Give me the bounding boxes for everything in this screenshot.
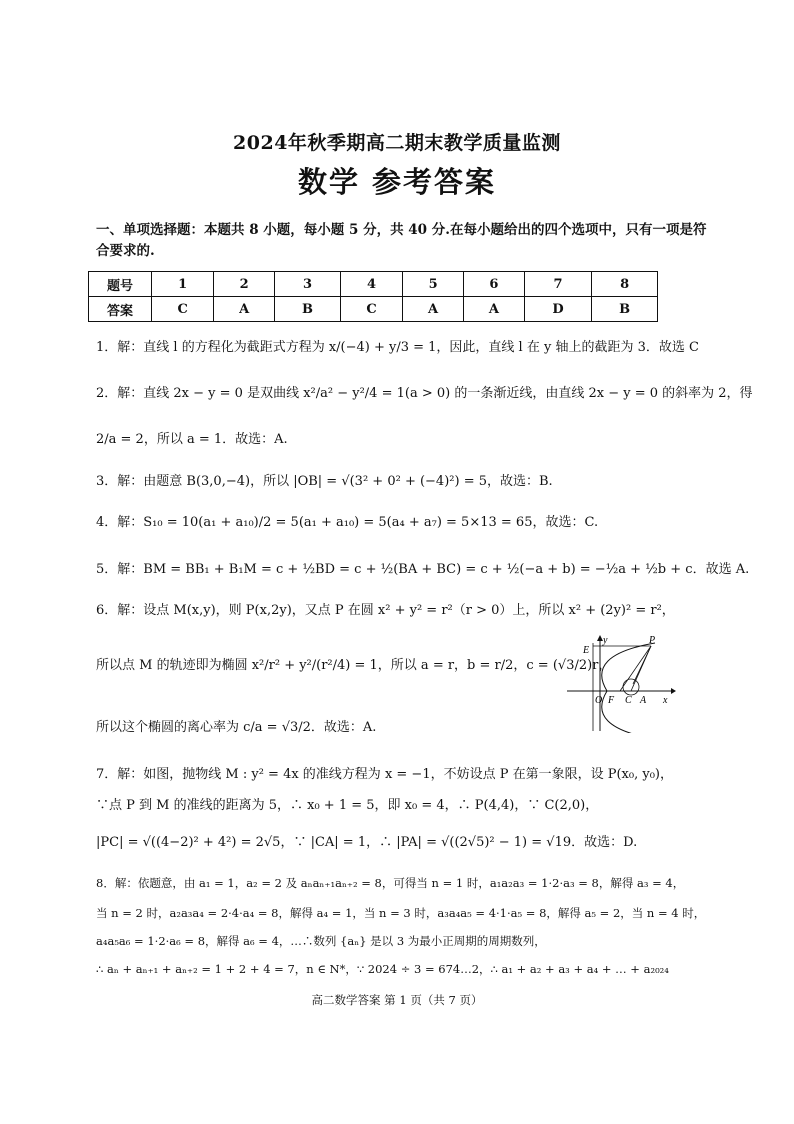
table-cell: 6 [464,272,525,297]
table-cell: 8 [592,272,658,297]
table-cell: B [275,297,341,322]
table-row-label: 题号 [89,272,152,297]
solution-7-line-3: |PC| = √((4−2)² + 4²) = 2√5，∵ |CA| = 1，∴ |PA| = √((2√5)² − 1) = √19．故选：D. [96,835,638,850]
table-cell: 3 [275,272,341,297]
solution-8-line-4: ∴ aₙ + aₙ₊₁ + aₙ₊₂ = 1 + 2 + 4 = 7，n ∈ N*，∵ 2024 ÷ 3 = 674…2，∴ a₁ + a₂ + a₃ + a₄ + … + a₂₀₂₄ [96,962,669,976]
page-footer: 高二数学答案 第 1 页（共 7 页） [311,993,483,1007]
table-cell: B [592,297,658,322]
x-axis-arrow [671,688,676,694]
segment-pa [633,646,651,684]
label-x: x [663,695,668,706]
table-cell: A [214,297,275,322]
page-subtitle: 数学 参考答案 [297,165,497,199]
solution-6-line-1: 6．解：设点 M(x,y)，则 P(x,2y)，又点 P 在圆 x² + y² = r²（r > 0）上，所以 x² + (2y)² = r²， [96,603,675,618]
table-cell: 2 [214,272,275,297]
label-f: F [608,695,615,706]
page-title: 2024年秋季期高二期末教学质量监测 [233,132,561,154]
label-y: y [603,635,608,646]
solution-8-line-3: a₄a₅a₆ = 1·2·a₆ = 8，解得 a₆ = 4，…∴数列 {aₙ} 是以 3 为最小正周期的周期数列， [96,934,546,948]
table-cell: D [524,297,591,322]
solution-3: 3．解：由题意 B(3,0,−4)，所以 |OB| = √(3² + 0² + (−4)²) = 5，故选：B. [96,474,553,489]
table-cell: A [464,297,525,322]
table-cell: 1 [152,272,214,297]
label-p: P [649,635,656,646]
label-a: A [640,695,647,706]
solution-8-line-2: 当 n = 2 时，a₂a₃a₄ = 2·4·a₄ = 8，解得 a₄ = 1，当 n = 3 时，a₃a₄a₅ = 4·1·a₅ = 8，解得 a₅ = 2，当 n = 4 时， [96,906,706,920]
label-c: C [625,695,632,706]
section-label: 一、单项选择题： [96,222,204,238]
table-cell: C [152,297,214,322]
solution-2-line-2: 2/a = 2，所以 a = 1．故选：A. [96,432,288,447]
circle-c [623,679,639,695]
solution-2-line-1: 2．解：直线 2x − y = 0 是双曲线 x²/a² − y²/4 = 1(a > 0) 的一条渐近线，由直线 2x − y = 0 的斜率为 2，得 [96,386,753,401]
table-cell: C [340,297,402,322]
table-cell: 4 [340,272,402,297]
table-cell: 7 [524,272,591,297]
solution-7-line-2: ∵点 P 到 M 的准线的距离为 5，∴ x₀ + 1 = 5，即 x₀ = 4，∴ P(4,4)，∵ C(2,0)， [96,798,599,813]
solution-6-line-2: 所以点 M 的轨迹即为椭圆 x²/r² + y²/(r²/4) = 1，所以 a = r，b = r/2，c = (√3/2)r， [96,658,612,673]
solution-7-line-1: 7．解：如图，抛物线 M : y² = 4x 的准线方程为 x = −1，不妨设点 P 在第一象限，设 P(x₀, y₀)， [96,767,673,782]
table-cell: 5 [403,272,464,297]
table-cell: A [403,297,464,322]
label-e: E [583,645,590,656]
label-o: O [595,695,603,706]
solution-6-line-3: 所以这个椭圆的离心率为 c/a = √3/2．故选：A. [96,720,377,735]
answer-table [88,271,658,322]
table-row-label: 答案 [89,297,152,322]
solution-5: 5．解：BM = BB₁ + B₁M = c + ½BD = c + ½(BA + BC) = c + ½(−a + b) = −½a + ½b + c．故选 A. [96,562,750,577]
parabola-curve [602,643,655,733]
section-text: 本题共 8 小题，每小题 5 分，共 40 分.在每小题给出的四个选项中，只有一项是符合要求的. [96,222,707,259]
parabola-figure [565,633,677,733]
table-row [89,297,658,322]
solution-8-line-1: 8．解：依题意，由 a₁ = 1，a₂ = 2 及 aₙaₙ₊₁aₙ₊₂ = 8，可得当 n = 1 时，a₁a₂a₃ = 1·2·a₃ = 8，解得 a₃ = 4， [96,876,685,890]
section-heading [96,220,716,262]
table-row [89,272,658,297]
solution-4: 4．解：S₁₀ = 10(a₁ + a₁₀)/2 = 5(a₁ + a₁₀) = 5(a₄ + a₇) = 5×13 = 65，故选：C. [96,515,599,530]
segment-pf [620,646,651,691]
solution-1: 1．解：直线 l 的方程化为截距式方程为 x/(−4) + y/3 = 1，因此，直线 l 在 y 轴上的截距为 3．故选 C [96,340,699,355]
